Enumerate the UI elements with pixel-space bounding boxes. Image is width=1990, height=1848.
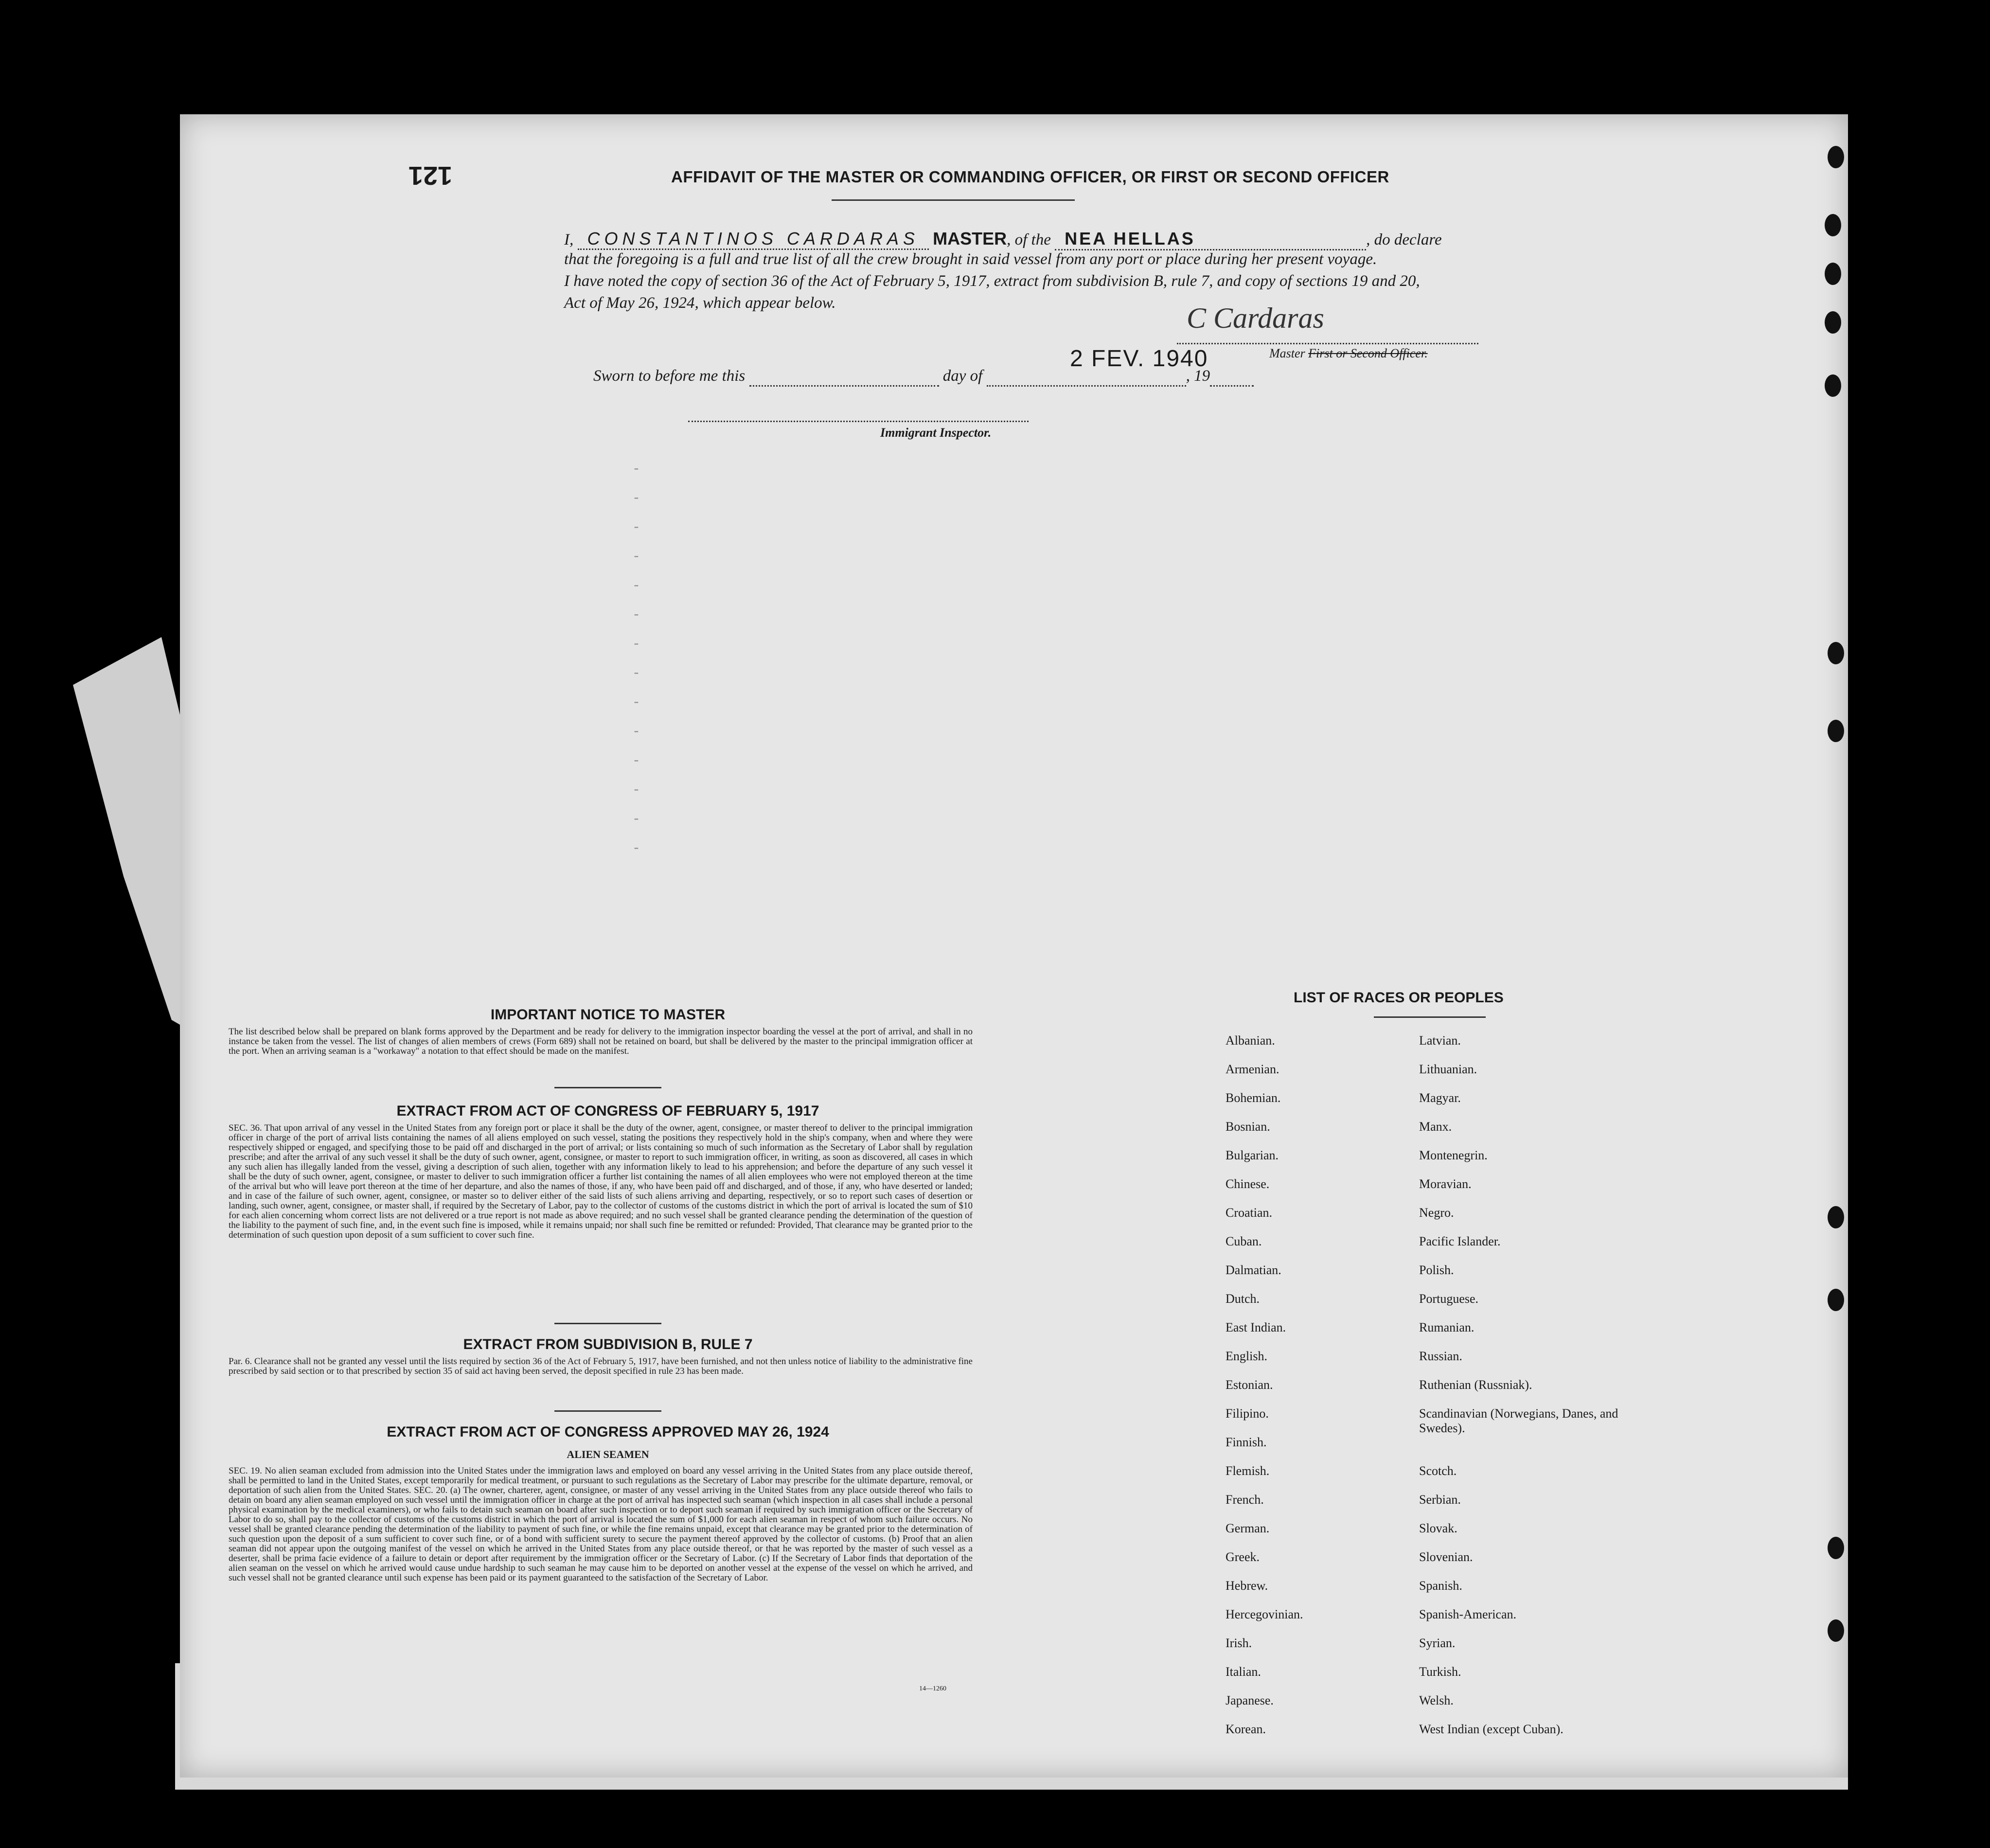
race-item: Hercegovinian. bbox=[1226, 1607, 1303, 1621]
affidavit-title: AFFIDAVIT OF THE MASTER OR COMMANDING OFFICER, OR FIRST OR SECOND OFFICER bbox=[671, 168, 1389, 186]
punch-hole bbox=[1828, 1289, 1844, 1311]
year-label: , 19 bbox=[1186, 367, 1210, 385]
affidavit-line1 bbox=[564, 229, 1442, 250]
race-item: Albanian. bbox=[1226, 1033, 1275, 1048]
bleed-through-mark: - bbox=[632, 491, 640, 506]
race-item: Slovenian. bbox=[1419, 1550, 1473, 1564]
race-item: Montenegrin. bbox=[1419, 1148, 1488, 1162]
extract-1924-text: SEC. 19. No alien seaman excluded from admission into the United States under the immigration laws and employed on board any vessel arriving in the United States from any place outside thereof, shall be permitted to land in the United States, except temporarily for medical treatment, or pursuant to such regulations as the Secretary of Labor may prescribe for the ultimate departure, removal, or deportation of such alien from the United States. SEC. 20. (a) The owner, charterer, agent, consignee, or master of any vessel arriving in the United States from any place outside thereof who fails to detain on board any alien seaman employed on such vessel until the immigration officer in charge at the port of arrival has inspected such seaman (which inspection in all cases shall include a personal physical examination by the medical examiners), or who fails to detain such seaman on board after such inspection or to deport such seaman if required by such immigration officer or the Secretary of Labor to do so, shall pay to the collector of customs of the customs district in which the port of arrival is located the sum of $1,000 for each alien seaman in respect of whom such failure occurs. No vessel shall be granted clearance pending the determination of the liability to payment of such fine, or while the fine remains unpaid, except that clearance may be granted prior to the determination of such question upon the deposit of a sum sufficient to cover such fine, or of a bond with sufficient surety to secure the payment thereof approved by the collector of customs. (b) Proof that an alien seaman did not appear upon the outgoing manifest of the vessel on which he arrived in the United States from any place outside thereof, or that he was reported by the master of such vessel as a deserter, shall be prima facie evidence of a failure to detain or deport after requirement by the immigration officer or the Secretary of Labor. (c) If the Secretary of Labor finds that deportation of the alien seaman on the vessel on which he arrived would cause undue hardship to such seaman he may cause him to be deported on another vessel at the expense of the vessel on which he arrived, and such vessel shall not be granted clearance until such expense has been paid or its payment guaranteed to the satisfaction of the Secretary of Labor. bbox=[229, 1466, 973, 1583]
race-item: Cuban. bbox=[1226, 1234, 1262, 1248]
sworn-day-field bbox=[749, 367, 939, 387]
affidavit-intro: I, bbox=[564, 231, 574, 249]
bleed-through-mark: - bbox=[632, 462, 640, 477]
notice-title: IMPORTANT NOTICE TO MASTER bbox=[490, 1007, 726, 1023]
race-item: Chinese. bbox=[1226, 1177, 1270, 1191]
race-item: Finnish. bbox=[1226, 1435, 1267, 1449]
race-item: Japanese. bbox=[1226, 1693, 1274, 1707]
race-item: Armenian. bbox=[1226, 1062, 1279, 1076]
bleed-through-mark: - bbox=[632, 725, 640, 740]
race-item: East Indian. bbox=[1226, 1320, 1286, 1334]
race-item: Croatian. bbox=[1226, 1206, 1273, 1220]
extract-1917-text: SEC. 36. That upon arrival of any vessel in the United States from any foreign port or place it shall be the duty of the owner, agent, consignee, or master thereof to deliver to the principal immigration officer in charge of the port of arrival lists containing the names of all aliens employed on such vessel, stating the positions they respectively hold in the ship's company, when and where they were respectively shipped or engaged, and specifying those to be paid off and discharged in the port of arrival; or lists containing so much of such information as the Secretary of Labor shall by regulation prescribe; and after the arrival of any such vessel it shall be the duty of such owner, agent, consignee, or master to report to such immigration officer, in writing, as soon as discovered, all cases in which any such alien has illegally landed from the vessel, giving a description of such alien, together with any information likely to lead to his apprehension; and before the departure of any such vessel it shall be the duty of such owner, agent, consignee, or master to deliver to such immigration officer a further list containing the names of all alien employees who were not employed thereon at the time of the arrival but who will leave port thereon at the time of her departure, and also the names of those, if any, who have been paid off and discharged, and of those, if any, who have deserted or landed; and in case of the failure of such owner, agent, consignee, or master so to deliver either of the said lists of such aliens arriving and departing, respectively, or so to report such cases of desertion or landing, such owner, agent, consignee, or master shall, if required by the Secretary of Labor, pay to the collector of customs of the customs district in which the port of arrival is located the sum of $10 for each alien concerning whom correct lists are not delivered or a true report is not made as above required; and no such vessel shall be granted clearance pending the determination of the question of the liability to the payment of such fine, and, in the event such fine is imposed, while it remains unpaid; nor shall such fine be remitted or refunded: Provided, That clearance may be granted prior to the determination of such question upon deposit of a sum sufficient to cover such fine. bbox=[229, 1123, 973, 1240]
master-name: CONSTANTINOS CARDARAS bbox=[578, 229, 929, 250]
bleed-through-mark: - bbox=[632, 550, 640, 565]
race-item: Irish. bbox=[1226, 1636, 1252, 1650]
title-underline bbox=[832, 199, 1075, 201]
bleed-through-mark: - bbox=[632, 754, 640, 769]
race-item: Serbian. bbox=[1419, 1493, 1461, 1507]
race-item: Welsh. bbox=[1419, 1693, 1454, 1707]
corner-handwritten-number: 121 bbox=[409, 161, 453, 190]
bleed-through-mark: - bbox=[632, 637, 640, 652]
race-item: Scotch. bbox=[1419, 1464, 1457, 1478]
signature-line bbox=[1177, 343, 1478, 344]
race-item: Moravian. bbox=[1419, 1177, 1472, 1191]
race-item: Dalmatian. bbox=[1226, 1263, 1281, 1277]
race-item: Korean. bbox=[1226, 1722, 1266, 1736]
race-item: Russian. bbox=[1419, 1349, 1462, 1363]
bleed-through-mark: - bbox=[632, 812, 640, 827]
form-number: 14—1260 bbox=[919, 1685, 946, 1692]
day-of-label: day of bbox=[942, 367, 983, 385]
race-item: Ruthenian (Russniak). bbox=[1419, 1378, 1532, 1392]
race-item: Dutch. bbox=[1226, 1292, 1260, 1306]
race-item: Lithuanian. bbox=[1419, 1062, 1477, 1076]
punch-hole bbox=[1828, 720, 1844, 742]
race-item: Filipino. bbox=[1226, 1406, 1269, 1421]
sworn-label: Sworn to before me this bbox=[593, 367, 746, 385]
punch-hole bbox=[1825, 214, 1841, 236]
race-item: West Indian (except Cuban). bbox=[1419, 1722, 1564, 1736]
bleed-through-mark: - bbox=[632, 666, 640, 681]
race-item: Scandinavian (Norwegians, Danes, and Swedes). bbox=[1419, 1406, 1618, 1435]
sworn-year-field bbox=[1210, 367, 1254, 387]
inspector-label: Immigrant Inspector. bbox=[880, 426, 992, 440]
vessel-field bbox=[1055, 229, 1366, 250]
race-item: Flemish. bbox=[1226, 1464, 1270, 1478]
master-signature: C Cardaras bbox=[1187, 302, 1324, 334]
race-item: Portuguese. bbox=[1419, 1292, 1479, 1306]
section-divider bbox=[554, 1323, 661, 1324]
section-divider bbox=[554, 1410, 661, 1412]
extract-rule7-title: EXTRACT FROM SUBDIVISION B, RULE 7 bbox=[463, 1336, 753, 1352]
race-item: Pacific Islander. bbox=[1419, 1234, 1501, 1248]
race-item: Syrian. bbox=[1419, 1636, 1456, 1650]
bleed-through-mark: - bbox=[632, 608, 640, 623]
master-label: Master bbox=[1269, 346, 1305, 360]
sworn-month-field bbox=[987, 367, 1186, 387]
races-column-1 bbox=[1226, 1033, 1391, 1751]
date-stamp: 2 FEV. 1940 bbox=[1070, 346, 1208, 372]
race-item: English. bbox=[1226, 1349, 1267, 1363]
punch-hole bbox=[1825, 263, 1841, 285]
extract-1924-subtitle: ALIEN SEAMEN bbox=[567, 1448, 649, 1460]
race-item: German. bbox=[1226, 1521, 1270, 1535]
race-item: Bulgarian. bbox=[1226, 1148, 1279, 1162]
struck-officer-label: First or Second Officer. bbox=[1308, 346, 1428, 360]
do-declare-label: , do declare bbox=[1366, 231, 1442, 249]
punch-hole bbox=[1828, 1537, 1844, 1559]
sworn-line bbox=[593, 367, 1254, 387]
race-item: Turkish. bbox=[1419, 1665, 1461, 1679]
race-item: Slovak. bbox=[1419, 1521, 1457, 1535]
affidavit-line2: that the foregoing is a full and true list of all the crew brought in said vessel from any port or place during her present voyage. bbox=[564, 250, 1377, 268]
race-item: Greek. bbox=[1226, 1550, 1260, 1564]
races-title-underline bbox=[1374, 1016, 1486, 1018]
affidavit-line3: I have noted the copy of section 36 of the Act of February 5, 1917, extract from subdivision B, rule 7, and copy of sections 19 and 20, bbox=[564, 272, 1420, 290]
affidavit-line4: Act of May 26, 1924, which appear below. bbox=[564, 294, 836, 312]
punch-hole bbox=[1828, 1619, 1844, 1642]
punch-hole bbox=[1828, 1206, 1844, 1228]
race-item: Spanish. bbox=[1419, 1579, 1462, 1593]
bleed-through-mark: - bbox=[632, 841, 640, 856]
punch-hole bbox=[1828, 642, 1844, 664]
races-title: LIST OF RACES OR PEOPLES bbox=[1294, 990, 1504, 1006]
punch-hole bbox=[1825, 311, 1841, 334]
race-item: Rumanian. bbox=[1419, 1320, 1475, 1334]
race-item: Bosnian. bbox=[1226, 1119, 1270, 1134]
bleed-through-mark: - bbox=[632, 520, 640, 535]
of-the-label: , of the bbox=[1007, 231, 1051, 249]
punch-hole bbox=[1825, 374, 1841, 397]
race-item: Magyar. bbox=[1419, 1091, 1461, 1105]
races-column-2 bbox=[1419, 1033, 1623, 1751]
extract-1924-title: EXTRACT FROM ACT OF CONGRESS APPROVED MAY 26, 1924 bbox=[387, 1424, 829, 1440]
race-item: Manx. bbox=[1419, 1119, 1452, 1134]
extract-1917-title: EXTRACT FROM ACT OF CONGRESS OF FEBRUARY 5, 1917 bbox=[396, 1103, 819, 1119]
bleed-through-mark: - bbox=[632, 579, 640, 594]
section-divider bbox=[554, 1087, 661, 1088]
vessel-name: NEA HELLAS bbox=[1065, 229, 1195, 249]
race-item: Hebrew. bbox=[1226, 1579, 1268, 1593]
bleed-through-mark: - bbox=[632, 783, 640, 798]
master-role: MASTER bbox=[933, 229, 1007, 249]
inspector-signature-line bbox=[688, 421, 1029, 422]
bleed-through-mark: - bbox=[632, 695, 640, 711]
race-item: Estonian. bbox=[1226, 1378, 1273, 1392]
race-item: Italian. bbox=[1226, 1665, 1261, 1679]
race-item: Latvian. bbox=[1419, 1033, 1461, 1048]
race-item: Polish. bbox=[1419, 1263, 1454, 1277]
signer-role bbox=[1269, 346, 1428, 361]
race-item: French. bbox=[1226, 1493, 1264, 1507]
notice-text: The list described below shall be prepared on blank forms approved by the Department and be ready for delivery to the immigration inspector boarding the vessel at the port of arrival, and shall in no instance be taken from the vessel. The list of changes of alien members of crews (Form 689) shall not be retained on board, but shall be delivered by the master to the principal immigration officer at the port. When an arriving seaman is a "workaway" a notation to that effect should be made on the manifest. bbox=[229, 1027, 973, 1056]
race-item: Spanish-American. bbox=[1419, 1607, 1517, 1621]
race-item: Negro. bbox=[1419, 1206, 1454, 1220]
extract-rule7-text: Par. 6. Clearance shall not be granted any vessel until the lists required by section 36 of the Act of February 5, 1917, have been furnished, and not then unless notice of liability to the administrative fine prescribed by said section or to that prescribed by section 35 of said act having been served, the deposit specified in rule 23 has been made. bbox=[229, 1356, 973, 1376]
punch-hole bbox=[1828, 146, 1844, 168]
race-item: Bohemian. bbox=[1226, 1091, 1281, 1105]
